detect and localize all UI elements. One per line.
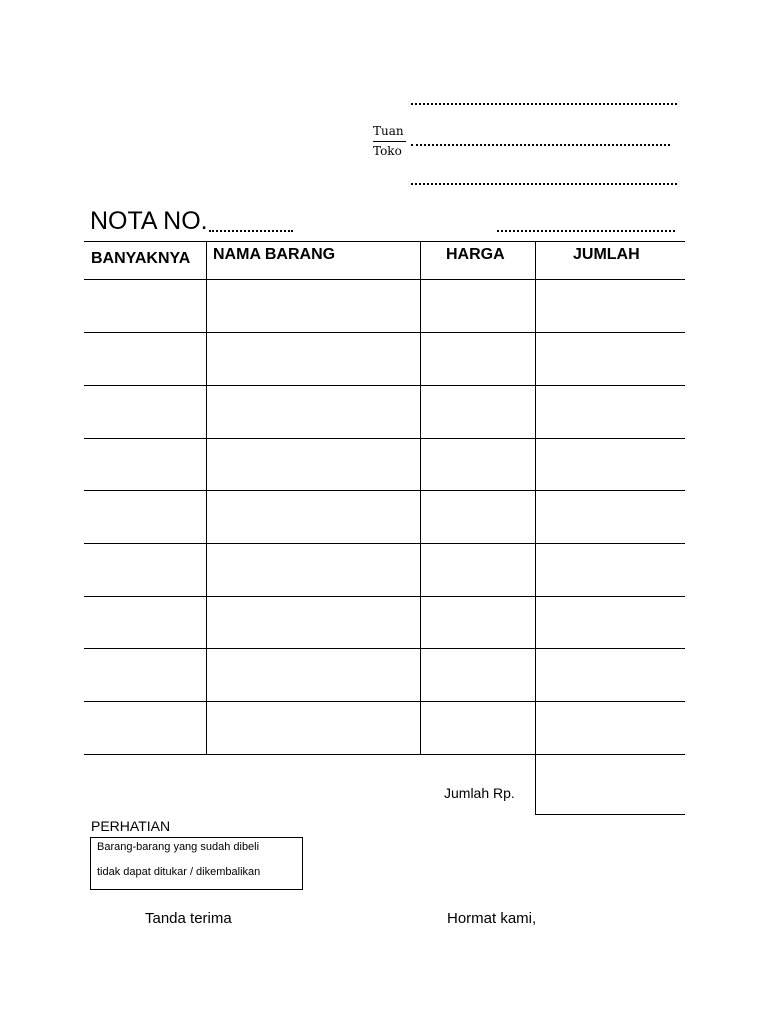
toko-label: Toko bbox=[373, 144, 402, 158]
table-row-divider bbox=[84, 648, 685, 649]
table-row-divider bbox=[84, 385, 685, 386]
column-divider-3 bbox=[535, 241, 536, 814]
nota-title: NOTA NO. bbox=[90, 207, 208, 235]
table-row-divider bbox=[84, 596, 685, 597]
sender-signature-label: Hormat kami, bbox=[447, 910, 537, 927]
tuan-label: Tuan bbox=[373, 124, 406, 142]
tuan-toko-label bbox=[373, 124, 406, 159]
address-line-2 bbox=[411, 144, 670, 146]
address-line-1 bbox=[411, 103, 677, 105]
notice-box bbox=[90, 837, 303, 890]
header-jumlah: JUMLAH bbox=[573, 246, 640, 263]
table-row-divider bbox=[84, 490, 685, 491]
total-box-bottom bbox=[535, 814, 685, 815]
table-header-divider bbox=[84, 279, 685, 280]
table-row-divider bbox=[84, 438, 685, 439]
header-harga: HARGA bbox=[446, 246, 505, 263]
header-nama-barang: NAMA BARANG bbox=[213, 246, 336, 263]
column-divider-1 bbox=[206, 241, 207, 754]
nota-number-line bbox=[209, 230, 293, 232]
receiver-signature-label: Tanda terima bbox=[145, 910, 232, 927]
header-banyaknya: BANYAKNYA bbox=[91, 250, 191, 267]
table-bottom-border bbox=[84, 754, 685, 755]
date-line bbox=[497, 230, 675, 232]
table-row-divider bbox=[84, 701, 685, 702]
total-label: Jumlah Rp. bbox=[444, 785, 515, 801]
address-line-3 bbox=[411, 183, 677, 185]
table-row-divider bbox=[84, 543, 685, 544]
table-row-divider bbox=[84, 332, 685, 333]
notice-line-1: Barang-barang yang sudah dibeli bbox=[97, 841, 260, 853]
column-divider-2 bbox=[420, 241, 421, 754]
notice-line-2: tidak dapat ditukar / dikembalikan bbox=[97, 866, 261, 878]
table-top-border bbox=[84, 241, 685, 242]
notice-heading: PERHATIAN bbox=[91, 818, 171, 834]
